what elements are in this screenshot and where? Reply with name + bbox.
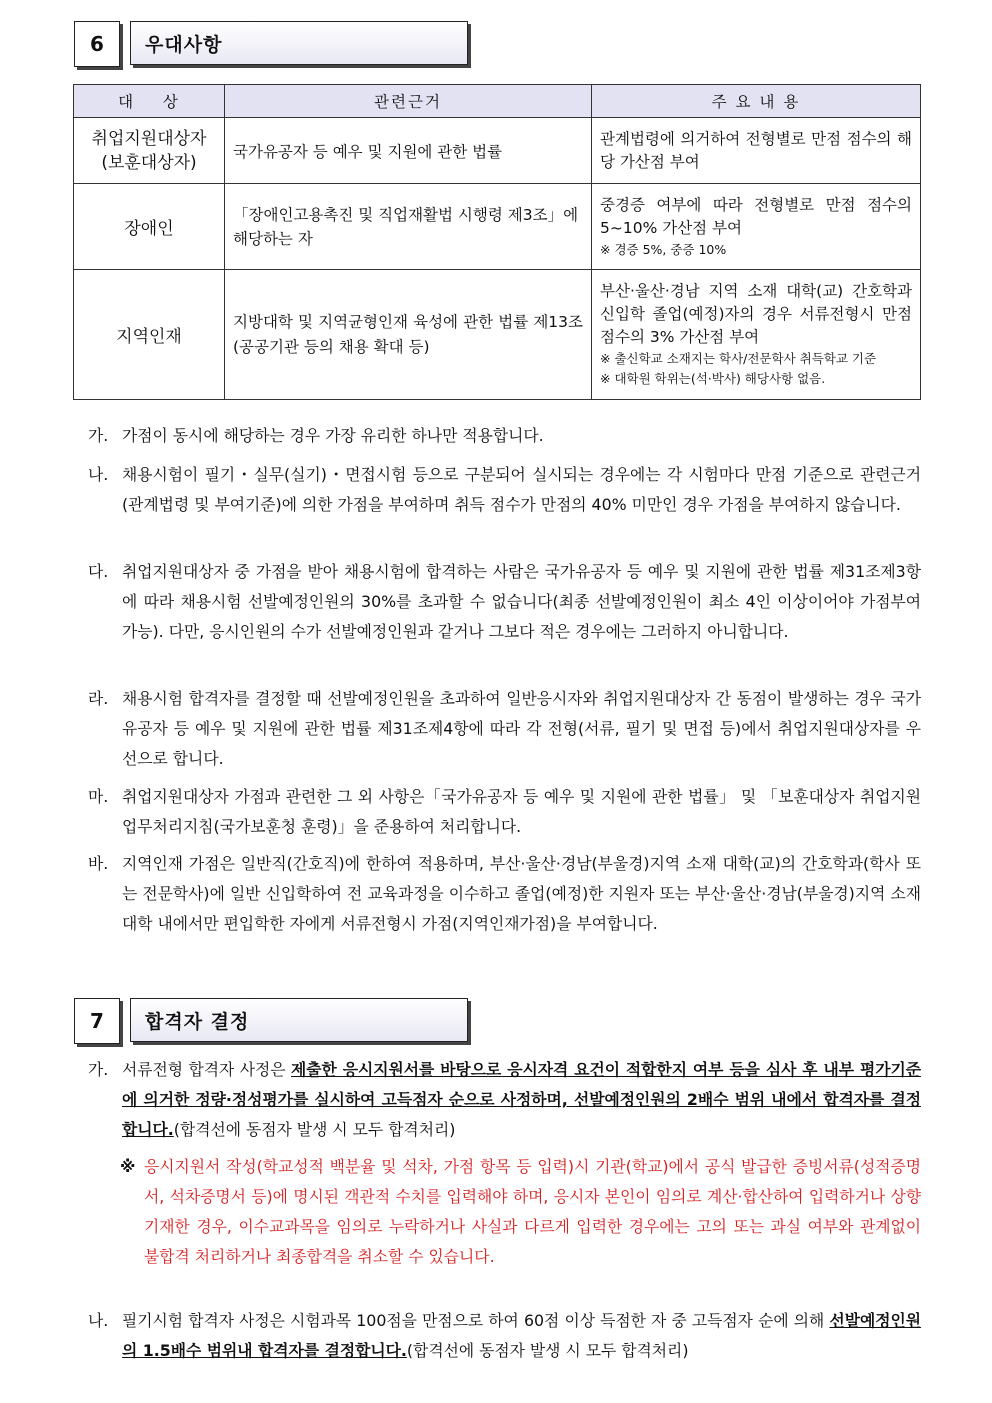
list-item — [88, 849, 921, 939]
table-row — [74, 118, 921, 184]
content-cell: 관계법령에 의거하여 전형별로 만점 점수의 해당 가산점 부여 — [592, 118, 921, 184]
table-row — [74, 270, 921, 400]
target-cell: 지역인재 — [74, 270, 225, 400]
note-text: ※ 출신학교 소재지는 학사/전문학사 취득학교 기준 — [600, 351, 877, 366]
list-item — [88, 684, 921, 774]
item-text: 취업지원대상자 중 가점을 받아 채용시험에 합격하는 사람은 국가유공자 등 예우 및 지원에 관한 법률 제31조제3항에 따라 채용시험 선발예정인원의 30%를 초과할 수 없습니다(최종 선발예정인원이 최소 4인 이상이어야 가점부여 가능). 다만, 응시인원의 수가 선발예정인원과 같거나 그보다 적은 경우에는 그러하지 아니합니다. — [122, 562, 921, 641]
emphasis-text: 제출한 응시지원서를 바탕으로 응시자격 요건이 적합한지 여부 등을 심사 후 내부 평가기준에 의거한 정량·정성평가를 실시하여 고득점자 순으로 사정하며, 선발예정인원의 2배수 범위 내에서 합격자를 결정합니다. — [122, 1060, 921, 1139]
emphasis-text: 선발예정인원의 1.5배수 범위내 합격자를 결정합니다. — [122, 1311, 921, 1360]
item-marker: 가. — [88, 1060, 109, 1079]
warning-note — [120, 1152, 921, 1272]
item-marker: 나. — [88, 1311, 109, 1330]
item-marker: 마. — [88, 787, 109, 806]
section-number: 7 — [74, 998, 120, 1044]
note-text: ※ 경증 5%, 중증 10% — [600, 241, 727, 257]
table-header-row — [74, 85, 921, 118]
item-marker: 가. — [88, 426, 109, 445]
target-cell: 장애인 — [74, 184, 225, 270]
list-item — [88, 1055, 921, 1145]
item-text: 채용시험 합격자를 결정할 때 선발예정인원을 초과하여 일반응시자와 취업지원대상자 간 동점이 발생하는 경우 국가유공자 등 예우 및 지원에 관한 법률 제31조제4항에 따라 각 전형(서류, 필기 및 면접 등)에서 취업지원대상자를 우선으로 합니다. — [122, 689, 921, 768]
list-item — [88, 460, 921, 520]
reference-mark-icon: ※ — [120, 1157, 136, 1176]
section-number: 6 — [74, 21, 120, 67]
basis-cell: 국가유공자 등 예우 및 지원에 관한 법률 — [225, 118, 592, 184]
item-text: 필기시험 합격자 사정은 시험과목 100점을 만점으로 하여 60점 이상 득점한 자 중 고득점자 순에 의해 — [122, 1311, 830, 1330]
item-text: (합격선에 동점자 발생 시 모두 합격처리) — [406, 1341, 689, 1360]
content-text: 부산·울산·경남 지역 소재 대학(교) 간호학과 신입학 졸업(예정)자의 경우 서류전형시 만점 점수의 3% 가산점 부여 — [600, 282, 912, 346]
item-marker: 라. — [88, 689, 109, 708]
item-text: 채용시험이 필기・실무(실기)・면접시험 등으로 구분되어 실시되는 경우에는 각 시험마다 만점 기준으로 관련근거(관계법령 및 부여기준)에 의한 가점을 부여하며 취득 점수가 만점의 40% 미만인 경우 가점을 부여하지 않습니다. — [122, 465, 921, 514]
item-text: (합격선에 동점자 발생 시 모두 합격처리) — [173, 1120, 456, 1139]
item-text: 가점이 동시에 해당하는 경우 가장 유리한 하나만 적용합니다. — [122, 426, 544, 445]
section-title: 우대사항 — [130, 21, 468, 65]
list-item — [88, 782, 921, 842]
item-text: 지역인재 가점은 일반직(간호직)에 한하여 적용하며, 부산·울산·경남(부울경)지역 소재 대학(교)의 간호학과(학사 또는 전문학사)에 일반 신입학하여 전 교육과정을 이수하고 졸업(예정)한 지원자 또는 부산·울산·경남(부울경)지역 소재 대학 내에서만 편입학한 자에게 서류전형시 가점(지역인재가점)을 부여합니다. — [122, 854, 921, 933]
column-header: 관련근거 — [225, 85, 592, 118]
basis-cell — [225, 184, 592, 270]
item-marker: 다. — [88, 562, 109, 581]
basis-cell — [225, 270, 592, 400]
list-item — [88, 557, 921, 647]
list-item — [88, 1306, 921, 1366]
target-cell: 취업지원대상자 (보훈대상자) — [74, 118, 225, 184]
note-text: ※ 대학원 학위는(석·박사) 해당사항 없음. — [600, 371, 826, 386]
item-marker: 나. — [88, 465, 109, 484]
content-cell — [592, 184, 921, 270]
item-text: 서류전형 합격자 사정은 — [122, 1060, 291, 1079]
table-row — [74, 184, 921, 270]
column-header: 주 요 내 용 — [592, 85, 921, 118]
note-text: 응시지원서 작성(학교성적 백분율 및 석차, 가점 항목 등 입력)시 기관(학교)에서 공식 발급한 증빙서류(성적증명서, 석차증명서 등)에 명시된 객관적 수치를 입력해야 하며, 응시자 본인이 임의로 계산·합산하여 입력하거나 상향 기재한 경우, 이수교과목을 임의로 누락하거나 사실과 다르게 입력한 경우에는 고의 또는 과실 여부와 관계없이 불합격 처리하거나 최종합격을 취소할 수 있습니다. — [144, 1157, 921, 1266]
basis-text: 지방대학 및 지역균형인재 육성에 관한 법률 제13조(공공기관 등의 채용 확대 등) — [233, 312, 583, 356]
item-marker: 바. — [88, 854, 109, 873]
list-item — [88, 421, 921, 451]
section-title: 합격자 결정 — [130, 998, 468, 1042]
content-text: 중경증 여부에 따라 전형별로 만점 점수의 5~10% 가산점 부여 — [600, 195, 912, 237]
content-cell — [592, 270, 921, 400]
benefit-table — [73, 84, 921, 400]
item-text: 취업지원대상자 가점과 관련한 그 외 사항은「국가유공자 등 예우 및 지원에 관한 법률」 및 「보훈대상자 취업지원 업무처리지침(국가보훈청 훈령)」을 준용하여 처리합니다. — [122, 787, 921, 836]
column-header: 대 상 — [74, 85, 225, 118]
basis-text: 「장애인고용촉진 및 직업재활법 시행령 제3조」에 해당하는 자 — [233, 205, 579, 248]
